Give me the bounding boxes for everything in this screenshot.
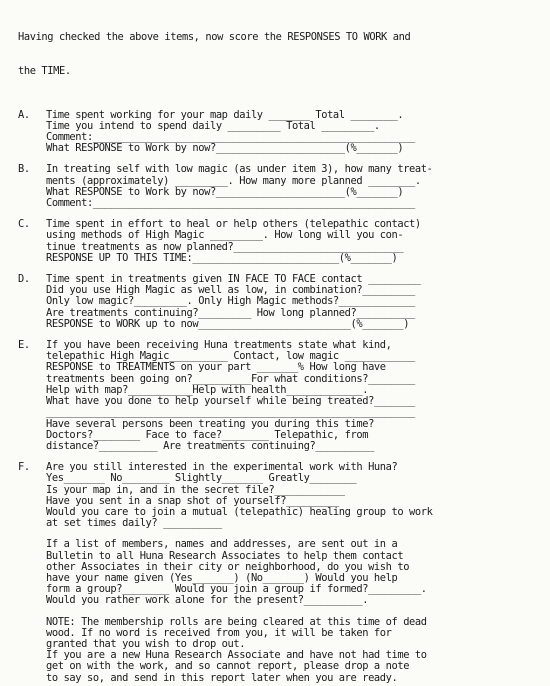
form-line: RESPONSE to TREATMENTS on your part _______% How long have (46, 362, 386, 374)
form-line: Have several persons been treating you during this time? (46, 418, 374, 430)
section-c (18, 219, 536, 264)
form-line: Have you sent in a snap shot of yourself?_________ (46, 495, 339, 507)
section-letter: B. (18, 163, 30, 176)
paragraph-gap (46, 529, 536, 539)
form-line: Doctors?________ Face to face?________ Telepathic, from (46, 429, 369, 441)
section-body (46, 219, 536, 264)
form-line: Time spent in treatments given IN FACE TO FACE contact _________ (46, 274, 421, 286)
form-line: Help with map?___________Help with health_____________. (46, 384, 369, 396)
form-line: Are you still interested in the experimental work with Huna? (46, 462, 398, 474)
form-line: What have you done to help yourself while being treated?_______ (46, 396, 415, 408)
form-line: Time spent working for your map daily _______ Total ________. (46, 109, 404, 121)
form-line: Only low magic?_________. Only High Magic methods?_____________ (46, 296, 415, 308)
form-line: Comment:_______________________________________________________ (46, 132, 415, 144)
form-line: form a group?________ Would you join a group if formed?_________. (46, 584, 427, 596)
form-line: Did you use High Magic as well as low, in combination?_________ (46, 285, 415, 297)
form-line: using methods of High Magic _________. How long will you con- (46, 230, 404, 242)
form-line: tinue treatments as now planned?_____________________________ (46, 241, 404, 253)
section-f (18, 462, 536, 684)
form-line: What RESPONSE to Work by now?______________________(%_______) (46, 186, 404, 198)
form-line: NOTE: The membership rolls are being cleared at this time of dead (46, 616, 427, 628)
section-body (46, 110, 536, 155)
form-line: distance?__________ Are treatments continuing?__________ (46, 440, 374, 452)
section-body (46, 274, 536, 330)
form-line: Is your map in, and in the secret file?____________ (46, 484, 345, 496)
form-line: Bulletin to all Huna Research Associates to help them contact (46, 550, 404, 562)
form-line: have your name given (Yes_______) (No_______) Would you help (46, 572, 398, 584)
form-line: Time spent in effort to heal or help others (telepathic contact) (46, 219, 421, 231)
section-b (18, 164, 536, 209)
intro-paragraph (18, 10, 536, 100)
form-line: If a list of members, names and addresses, are sent out in a (46, 539, 398, 551)
section-a (18, 110, 536, 155)
form-line: Time you intend to spend daily _________ Total _________. (46, 120, 380, 132)
form-line: _______________________________________________________________ (46, 407, 415, 419)
section-body (46, 164, 536, 209)
section-letter: C. (18, 218, 30, 231)
form-line: Are treatments continuing?_________ How long planned?__________ (46, 307, 415, 319)
section-body (46, 340, 536, 452)
form-line: What RESPONSE to Work by now?______________________(%_______) (46, 143, 404, 155)
form-line: granted that you wish to drop out. (46, 638, 246, 650)
form-line: In treating self with low magic (as under item 3), how many treat- (46, 164, 433, 176)
form-line: other Associates in their city or neighborhood, do you wish to (46, 561, 410, 573)
form-line: to say so, and send in this report later when you are ready. (46, 672, 398, 684)
section-letter: E. (18, 339, 30, 352)
paragraph-gap (46, 607, 536, 617)
intro-line: the TIME. (18, 66, 71, 78)
form-line: If you have been receiving Huna treatments state what kind, (46, 340, 392, 352)
section-letter: A. (18, 108, 30, 121)
form-line: Yes_______ No________ Slightly_______ Greatly________ (46, 473, 357, 485)
form-line: treatments been going on?__________For what conditions?________ (46, 373, 415, 385)
intro-line: Having checked the above items, now score the RESPONSES TO WORK and (18, 32, 411, 44)
form-line: telepathic High Magic__________ Contact, low magic ____________ (46, 351, 415, 363)
form-line: Would you rather work alone for the present?__________. (46, 595, 369, 607)
form-line: at set times daily? __________ (46, 518, 222, 530)
form-line: Would you care to join a mutual (telepathic) healing group to work (46, 506, 433, 518)
form-line: RESPONSE UP TO THIS TIME:_________________________(%_______) (46, 252, 398, 264)
section-d (18, 274, 536, 330)
form-line: get on with the work, and so cannot report, please drop a note (46, 661, 410, 673)
section-letter: D. (18, 273, 30, 286)
form-line: If you are a new Huna Research Associate and have not had time to (46, 650, 427, 662)
section-body (46, 462, 536, 684)
section-e (18, 340, 536, 452)
section-letter: F. (18, 461, 30, 474)
form-line: Comment:_______________________________________________________ (46, 198, 415, 210)
questionnaire-sections (18, 110, 536, 684)
form-line: RESPONSE to WORK up to now__________________________(%_______) (46, 318, 410, 330)
form-line: wood. If no word is received from you, it will be taken for (46, 627, 392, 639)
form-line: ments (approximately) _________. How many more planned ________. (46, 175, 421, 187)
